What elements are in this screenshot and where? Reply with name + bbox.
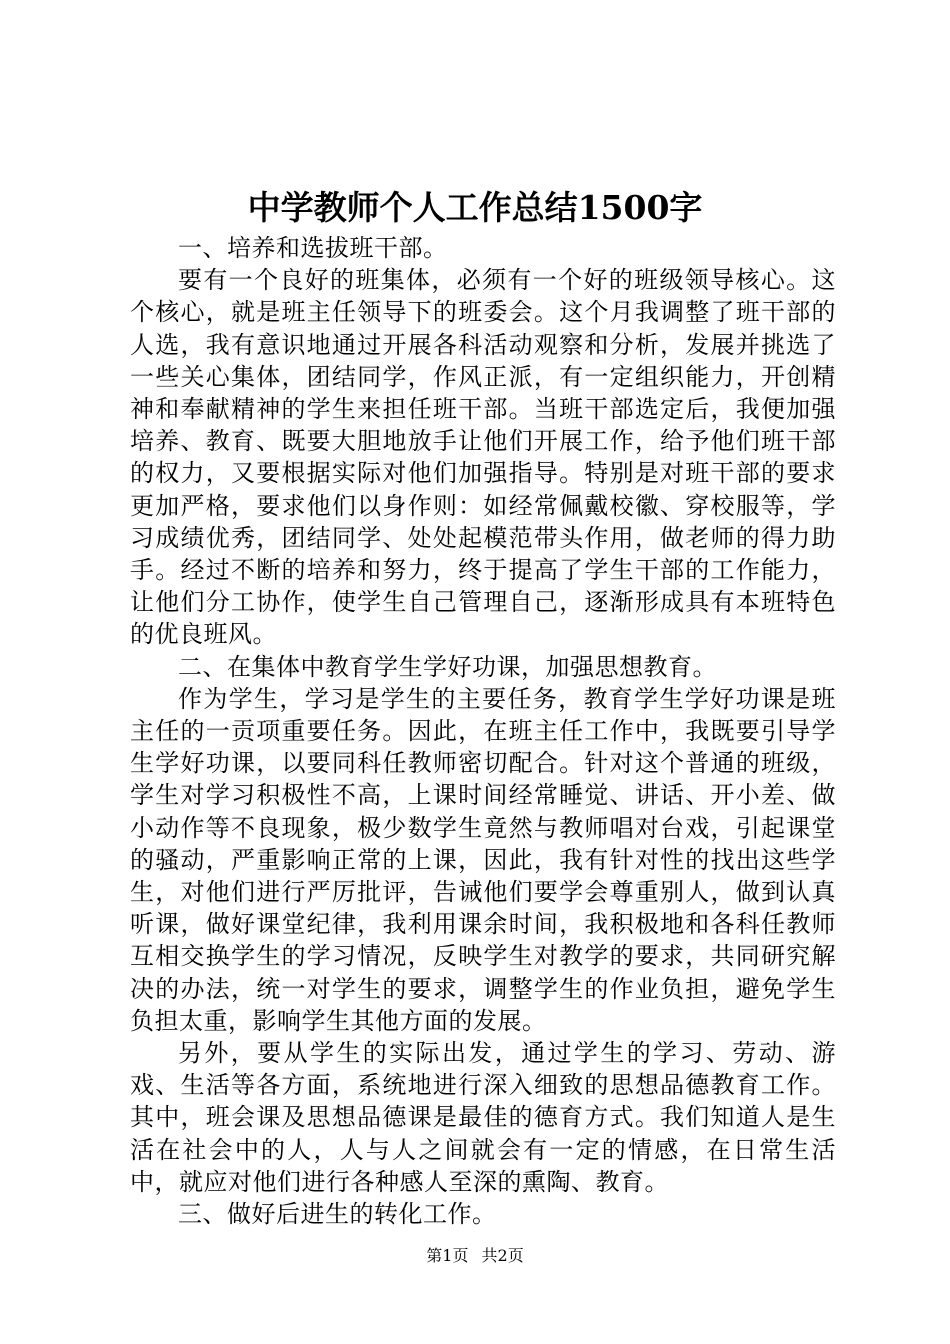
document-body: [130, 232, 836, 1230]
section-heading-1: 一、培养和选拔班干部。: [178, 234, 448, 262]
body-paragraph: 作为学生，学习是学生的主要任务，教育学生学好功课是班主任的一贡项重要任务。因此，在班主任工作中，我既要引导学生学好功课，以要同科任教师密切配合。针对这个普通的班级，学生对学习积极性不高，上课时间经常睡觉、讲话、开小差、做小动作等不良现象，极少数学生竟然与教师唱对台戏，引起课堂的骚动，严重影响正常的上课，因此，我有针对性的找出这些学生，对他们进行严厉批评，告诫他们要学会尊重别人，做到认真听课，做好课堂纪律，我利用课余时间，我积极地和各科任教师互相交换学生的学习情况，反映学生对教学的要求，共同研究解决的办法，统一对学生的要求，调整学生的作业负担，避免学生负担太重，影响学生其他方面的发展。: [130, 684, 836, 1035]
section-heading-3: 三、做好后进生的转化工作。: [178, 1200, 497, 1229]
page-total: 共2页: [481, 1246, 524, 1265]
page-number: 第1页: [426, 1246, 469, 1265]
page-footer: [0, 1244, 950, 1268]
body-paragraph: 另外，要从学生的实际出发，通过学生的学习、劳动、游戏、生活等各方面，系统地进行深入细致的思想品德教育工作。其中，班会课及思想品德课是最佳的德育方式。我们知道人是生活在社会中的人，人与人之间就会有一定的情感，在日常生活中，就应对他们进行各种感人至深的熏陶、教育。: [130, 1039, 836, 1196]
document-title: 中学教师个人工作总结1500字: [247, 188, 703, 227]
section-heading-2: 二、在集体中教育学生学好功课，加强思想教育。: [178, 652, 717, 681]
body-paragraph: 要有一个良好的班集体，必须有一个好的班级领导核心。这个核心，就是班主任领导下的班委会。这个月我调整了班干部的人选，我有意识地通过开展各科活动观察和分析，发展并挑选了一些关心集体，团结同学，作风正派，有一定组织能力，开创精神和奉献精神的学生来担任班干部。当班干部选定后，我便加强培养、教育、既要大胆地放手让他们开展工作，给予他们班干部的权力，又要根据实际对他们加强指导。特别是对班干部的要求更加严格，要求他们以身作则：如经常佩戴校徽、穿校服等，学习成绩优秀，团结同学、处处起模范带头作用，做老师的得力助手。经过不断的培养和努力，终于提高了学生干部的工作能力，让他们分工协作，使学生自己管理自己，逐渐形成具有本班特色的优良班风。: [130, 266, 836, 649]
